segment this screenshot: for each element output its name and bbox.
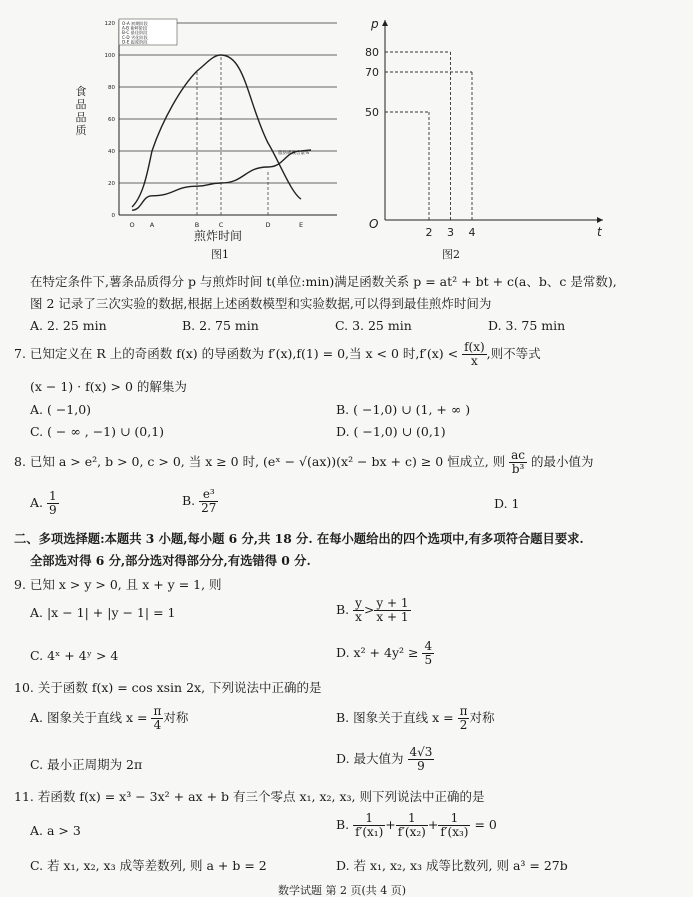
fig1-legend-item: D-E 报废阶段 (122, 39, 148, 45)
figure-2-chart (355, 8, 615, 243)
q8-option-b: B. $\frac{\text{e³}}{27}$ (182, 487, 217, 516)
fig1-x-tick: A (149, 221, 155, 229)
intro-line-2: 图 2 记录了三次实验的数据,根据上述函数模型和实验数据,可以得到最佳煎炸时间为 (30, 296, 492, 311)
fig2-y-axis-name: p (371, 17, 379, 31)
q9-option-c: C. 4ˣ + 4ʸ > 4 (30, 648, 119, 663)
fig1-y-tick: 20 (108, 181, 115, 187)
fig2-x-tick-labels (426, 226, 476, 239)
figure-1-chart (75, 10, 345, 245)
fig1-x-axis-label: 煎炸时间 (194, 229, 243, 243)
q7-stem: 7. 已知定义在 R 上的奇函数 f(x) 的导函数为 f′(x),f(1) = 0,当 x < 0 时,f′(x) < $\frac{f(x)}{x}$ ,则不等式 (14, 340, 541, 369)
fig1-legend-item: B-C 最佳阶段 (122, 30, 148, 36)
fig2-y-tick: 50 (365, 106, 379, 119)
fig1-y-tick: 60 (108, 117, 115, 123)
fig1-fat-curve (132, 150, 311, 210)
q11-option-a: A. a > 3 (30, 823, 81, 838)
fig1-caption: 图1 (211, 248, 229, 261)
fig1-y-tick: 0 (111, 213, 115, 219)
q10-option-d: D. 最大值为 $\frac{4√3}{9}$ (336, 745, 433, 774)
q11-option-d: D. 若 x₁, x₂, x₃ 成等比数列, 则 a³ = 27b (336, 858, 568, 873)
fig1-legend-item: A-B 新鲜阶段 (122, 25, 148, 31)
q11-option-c: C. 若 x₁, x₂, x₃ 成等差数列, 则 a + b = 2 (30, 858, 267, 873)
fig2-x-arrow (597, 217, 603, 223)
fig1-annotation: 脂肪吸收含量% (278, 151, 310, 156)
q7-option-d: D. ( −1,0) ∪ (0,1) (336, 424, 446, 439)
fig2-x-tick: 4 (468, 226, 476, 239)
fig1-legend-item: C-D 劣化阶段 (122, 34, 148, 40)
q7-option-a: A. ( −1,0) (30, 402, 92, 417)
q11-stem: 11. 若函数 f(x) = x³ − 3x² + ax + b 有三个零点 x₁, x₂, x₃, 则下列说法中正确的是 (14, 789, 485, 804)
fig1-x-tick: O (129, 221, 135, 229)
fig2-caption: 图2 (442, 248, 460, 261)
q9-option-a: A. |x − 1| + |y − 1| = 1 (30, 605, 176, 620)
q7-line-2: (x − 1) · f(x) > 0 的解集为 (30, 379, 187, 394)
section-2-heading: 二、多项选择题:本题共 3 小题,每小题 6 分,共 18 分. 在每小题给出的四个选项中,有多项符合题目要求. (14, 531, 584, 546)
q6-option-c: C. 3. 25 min (335, 318, 412, 333)
fig1-y-tick: 80 (108, 85, 115, 91)
q6-option-a: A. 2. 25 min (30, 318, 107, 333)
q6-option-b: B. 2. 75 min (182, 318, 259, 333)
fig2-y-tick: 80 (365, 46, 379, 59)
fig2-x-tick: 2 (425, 226, 433, 239)
q10-stem: 10. 关于函数 f(x) = cos xsin 2x, 下列说法中正确的是 (14, 680, 322, 695)
fig1-legend (122, 20, 149, 45)
fig1-x-tick: C (218, 221, 224, 229)
q9-option-b: B. $\frac{y}{x}$ > $\frac{y + 1}{x + 1}$ (336, 596, 409, 625)
fig2-x-tick: 3 (447, 226, 454, 239)
fig2-y-tick-labels (365, 46, 379, 119)
fig2-axes (382, 20, 603, 223)
page-footer: 数学试题 第 2 页(共 4 页) (278, 884, 407, 897)
intro-line-1: 在特定条件下,薯条品质得分 p 与煎炸时间 t(单位:min)满足函数关系 p = at² + bt + c(a、b、c 是常数), (30, 274, 617, 289)
section-2-scoring: 全部选对得 6 分,部分选对得部分分,有选错得 0 分. (30, 553, 311, 568)
fig1-y-tick: 120 (104, 21, 115, 27)
q10-option-b: B. 图象关于直线 x = $\frac{\pi}{2}$ 对称 (336, 704, 495, 733)
q8-option-d: D. 1 (494, 496, 520, 511)
q9-stem: 9. 已知 x > y > 0, 且 x + y = 1, 则 (14, 577, 222, 592)
q10-option-a: A. 图象关于直线 x = $\frac{\pi}{4}$ 对称 (30, 704, 189, 733)
fig1-y-tick: 40 (108, 149, 115, 155)
fig1-legend-item: O-A 初期阶段 (122, 21, 148, 26)
fig1-x-tick: E (298, 221, 304, 229)
fig1-dashed-guides (197, 55, 268, 215)
q11-option-b: B. $\frac{1}{\text{f′(x₁)}}$ + $\frac{1}{\text{f′(x₂)}}$ + $\frac{1}{\text{f′(x₃)}}$ = 0 (336, 811, 497, 840)
fig1-x-tick: D (265, 221, 271, 229)
q8-option-a: A. $\frac{1}{9}$ (30, 489, 57, 518)
fig1-gridlines (119, 23, 337, 183)
q7-option-b: B. ( −1,0) ∪ (1, + ∞ ) (336, 402, 471, 417)
fig1-y-tick: 100 (104, 53, 115, 59)
fig2-y-arrow (382, 20, 388, 26)
fig2-x-axis-name: t (597, 225, 602, 239)
fig2-dashed-points (385, 52, 472, 220)
q7-option-c: C. ( − ∞ , −1) ∪ (0,1) (30, 424, 165, 439)
fig1-y-tick-labels (105, 21, 116, 219)
fig1-y-axis-label: 食品品质 (75, 85, 87, 137)
fig1-quality-curve (132, 55, 301, 207)
q6-option-d: D. 3. 75 min (488, 318, 566, 333)
fig2-y-tick: 70 (365, 66, 379, 79)
q8-stem: 8. 已知 a > e², b > 0, c > 0, 当 x ≥ 0 时, (eˣ − √(ax))(x² − bx + c) ≥ 0 恒成立, 则 $\frac{ac}{\text{b³}}$ 的最小值为 (14, 448, 594, 477)
fig1-x-tick-labels (129, 221, 303, 229)
fig2-origin-label: O (369, 217, 379, 231)
q10-option-c: C. 最小正周期为 2π (30, 757, 143, 772)
fig1-axes (119, 20, 337, 215)
fig1-x-tick: B (194, 221, 200, 229)
q9-option-d: D. x² + 4y² ≥ $\frac{4}{5}$ (336, 639, 433, 668)
